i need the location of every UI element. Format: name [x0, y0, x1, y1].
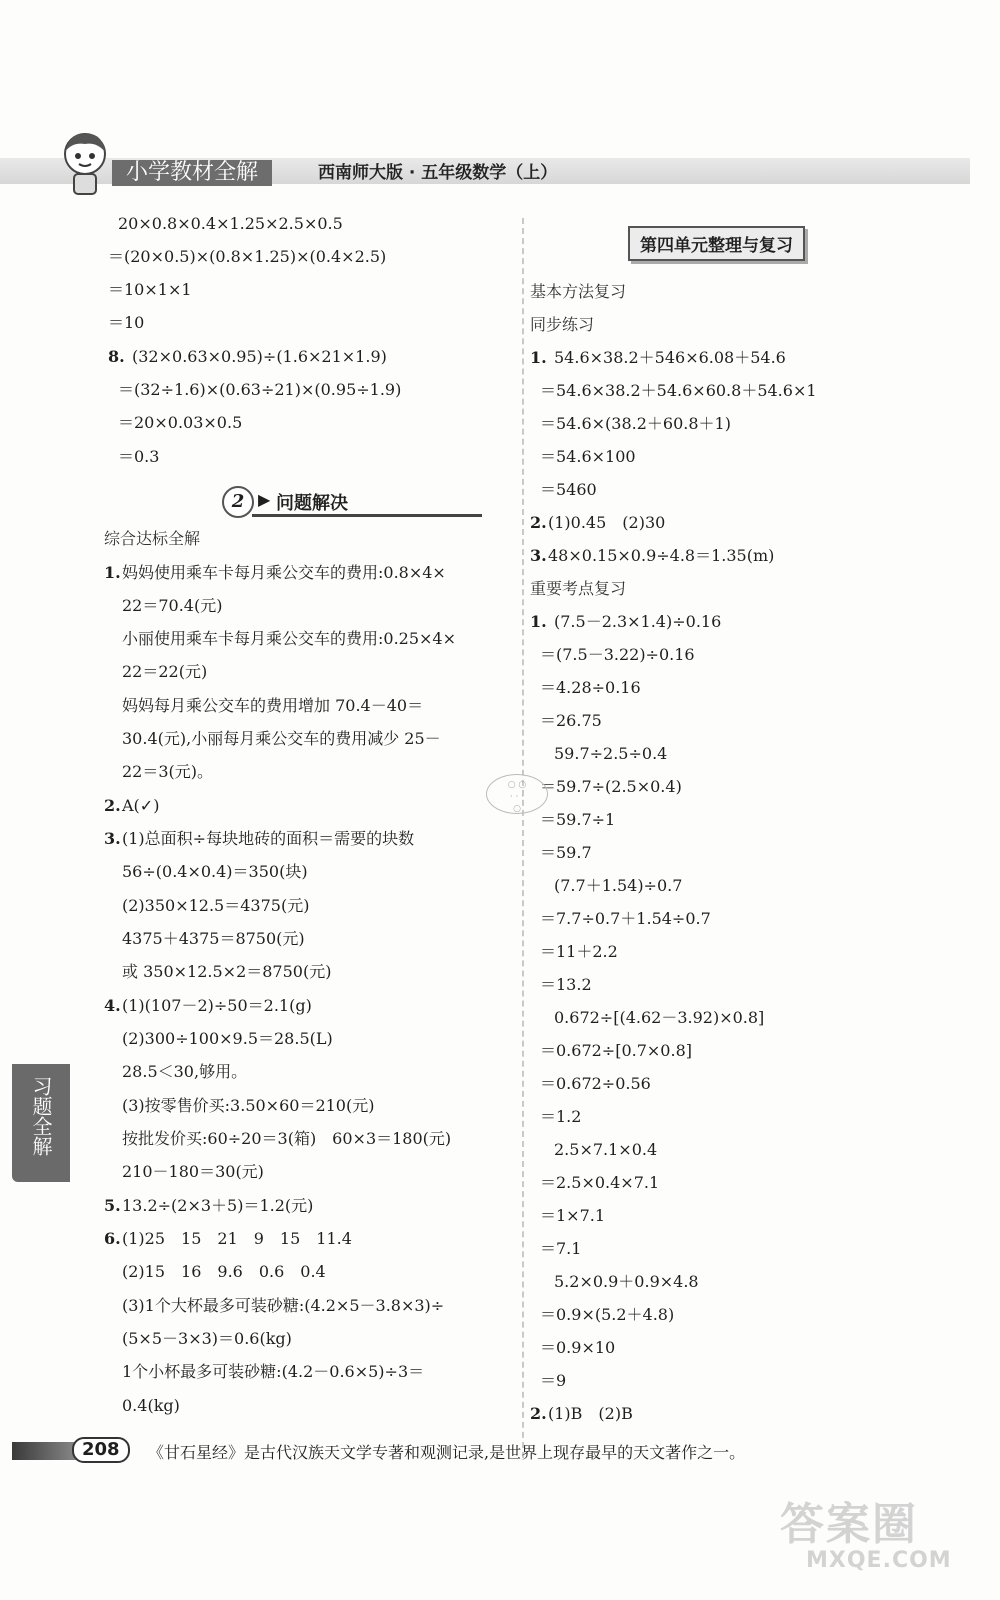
sub-section-title: 重要考点复习	[530, 579, 627, 598]
answer-line: ＝10	[108, 313, 145, 332]
watermark-url: MXQE.COM	[806, 1548, 952, 1573]
question-number: 2.	[530, 1404, 547, 1423]
question-number: 6.	[104, 1229, 121, 1248]
answer-line: ＝4.28÷0.16	[540, 678, 641, 697]
answer-line: (1)25 15 21 9 15 11.4	[122, 1229, 352, 1248]
answer-line: 1个小杯最多可装砂糖:(4.2－0.6×5)÷3＝	[122, 1362, 425, 1381]
answer-line: 22＝3(元)。	[122, 762, 214, 781]
answer-line: A(✓)	[122, 796, 160, 815]
watermark-text: 答案圈	[780, 1499, 918, 1550]
answer-line: ＝26.75	[540, 711, 602, 730]
side-tab-label: 习题全解	[29, 1076, 53, 1156]
answer-line: (1)总面积÷每块地砖的面积＝需要的块数	[122, 829, 415, 848]
answer-line: 或 350×12.5×2＝8750(元)	[122, 962, 332, 981]
column-divider	[522, 218, 524, 1458]
mascot-icon	[52, 130, 118, 200]
answer-line: (1)(107－2)÷50＝2.1(g)	[122, 996, 312, 1015]
answer-line: ＝7.1	[540, 1239, 582, 1258]
answer-line: ＝54.6×(38.2＋60.8＋1)	[540, 414, 731, 433]
answer-line: 4375＋4375＝8750(元)	[122, 929, 305, 948]
answer-line: ＝5460	[540, 480, 597, 499]
answer-line: 2.5×7.1×0.4	[554, 1140, 658, 1159]
answer-line: 妈妈使用乘车卡每月乘公交车的费用:0.8×4×	[122, 563, 446, 582]
answer-line: 30.4(元),小丽每月乘公交车的费用减少 25－	[122, 729, 441, 748]
section-number: 2	[222, 486, 254, 518]
unit-review-title: 第四单元整理与复习	[628, 226, 805, 261]
answer-line: 56÷(0.4×0.4)＝350(块)	[122, 862, 308, 881]
brand-title: 小学教材全解	[112, 160, 272, 186]
answer-line: ＝20×0.03×0.5	[118, 413, 243, 432]
answer-line: ＝2.5×0.4×7.1	[540, 1173, 660, 1192]
answer-line: 按批发价买:60÷20＝3(箱) 60×3＝180(元)	[122, 1129, 452, 1148]
answer-line: ＝13.2	[540, 975, 592, 994]
answer-line: ＝59.7÷1	[540, 810, 616, 829]
answer-line: ＝9	[540, 1371, 567, 1390]
section-title: 问题解决	[276, 493, 348, 514]
answer-line: ＝10×1×1	[108, 280, 192, 299]
section-header-problem-solving	[222, 486, 482, 516]
answer-line: (5×5－3×3)＝0.6(kg)	[122, 1329, 292, 1348]
site-watermark	[770, 1488, 980, 1588]
page-header	[0, 130, 1000, 200]
faint-stamp: ○ ○ · · · ○	[486, 774, 548, 814]
question-number: 2.	[104, 796, 121, 815]
question-8	[108, 347, 125, 367]
answer-line: ＝54.6×100	[540, 447, 636, 466]
answer-line: ＝0.9×(5.2＋4.8)	[540, 1305, 675, 1324]
question-number: 3.	[104, 829, 121, 848]
page-number: 208	[72, 1437, 130, 1463]
answer-line: 13.2÷(2×3＋5)＝1.2(元)	[122, 1196, 314, 1215]
answer-line: ＝(7.5－3.22)÷0.16	[540, 645, 695, 664]
answer-line: 5.2×0.9＋0.9×4.8	[554, 1272, 699, 1291]
answer-line: 22＝70.4(元)	[122, 596, 223, 615]
sub-section-title: 综合达标全解	[104, 529, 201, 548]
answer-line: ＝54.6×38.2＋54.6×60.8＋54.6×1	[540, 381, 817, 400]
answer-line: ＝(20×0.5)×(0.8×1.25)×(0.4×2.5)	[108, 247, 387, 266]
answer-line: (1)0.45 (2)30	[548, 513, 666, 532]
answer-line: 0.4(kg)	[122, 1396, 180, 1415]
answer-line: 20×0.8×0.4×1.25×2.5×0.5	[118, 214, 343, 233]
answer-line: 22＝22(元)	[122, 662, 208, 681]
answer-line: 妈妈每月乘公交车的费用增加 70.4－40＝	[122, 696, 424, 715]
answer-line: ＝(32÷1.6)×(0.63÷21)×(0.95÷1.9)	[118, 380, 402, 399]
answer-line: 59.7÷2.5÷0.4	[554, 744, 668, 763]
question-number: 8.	[108, 347, 125, 366]
side-tab	[12, 1064, 70, 1182]
question-number: 4.	[104, 996, 121, 1015]
answer-line: 210－180＝30(元)	[122, 1162, 264, 1181]
answer-line: ＝59.7÷(2.5×0.4)	[540, 777, 682, 796]
answer-line: (2)15 16 9.6 0.6 0.4	[122, 1262, 326, 1281]
question-number: 2.	[530, 513, 547, 532]
answer-line: 48×0.15×0.9÷4.8＝1.35(m)	[548, 546, 775, 565]
question-number: 1.	[104, 563, 121, 582]
answer-line: (2)350×12.5＝4375(元)	[122, 896, 310, 915]
answer-line: ＝11＋2.2	[540, 942, 618, 961]
answer-line: (32×0.63×0.95)÷(1.6×21×1.9)	[132, 347, 387, 366]
answer-line: (1)B (2)B	[548, 1404, 633, 1423]
question-number: 1.	[530, 612, 547, 631]
answer-line: 28.5＜30,够用。	[122, 1062, 248, 1081]
answer-line: ＝59.7	[540, 843, 592, 862]
section-underline	[252, 514, 482, 517]
question-number: 3.	[530, 546, 547, 565]
answer-line: 54.6×38.2＋546×6.08＋54.6	[554, 348, 786, 367]
question-number: 5.	[104, 1196, 121, 1215]
answer-line: ＝1×7.1	[540, 1206, 606, 1225]
answer-line: (2)300÷100×9.5＝28.5(L)	[122, 1029, 333, 1048]
answer-line: (3)1个大杯最多可装砂糖:(4.2×5－3.8×3)÷	[122, 1296, 445, 1315]
footer-quote: 《甘石星经》是古代汉族天文学专著和观测记录,是世界上现存最早的天文著作之一。	[148, 1443, 746, 1462]
page-footer	[0, 1436, 1000, 1466]
arrow-right-icon: ▶	[258, 490, 271, 509]
answer-line: ＝0.672÷0.56	[540, 1074, 651, 1093]
answer-line: ＝1.2	[540, 1107, 582, 1126]
question-number: 1.	[530, 348, 547, 367]
answer-line: ＝0.9×10	[540, 1338, 616, 1357]
book-subtitle: 西南师大版 · 五年级数学（上）	[318, 163, 558, 183]
sub-section-title: 基本方法复习	[530, 282, 627, 301]
answer-line: (7.7＋1.54)÷0.7	[554, 876, 683, 895]
sub-section-title: 同步练习	[530, 315, 595, 334]
answer-line: (7.5－2.3×1.4)÷0.16	[554, 612, 722, 631]
answer-line: ＝7.7÷0.7＋1.54÷0.7	[540, 909, 711, 928]
answer-line: 0.672÷[(4.62－3.92)×0.8]	[554, 1008, 765, 1027]
answer-line: ＝0.672÷[0.7×0.8]	[540, 1041, 692, 1060]
answer-line: ＝0.3	[118, 447, 160, 466]
answer-line: (3)按零售价买:3.50×60＝210(元)	[122, 1096, 375, 1115]
answer-line: 小丽使用乘车卡每月乘公交车的费用:0.25×4×	[122, 629, 457, 648]
